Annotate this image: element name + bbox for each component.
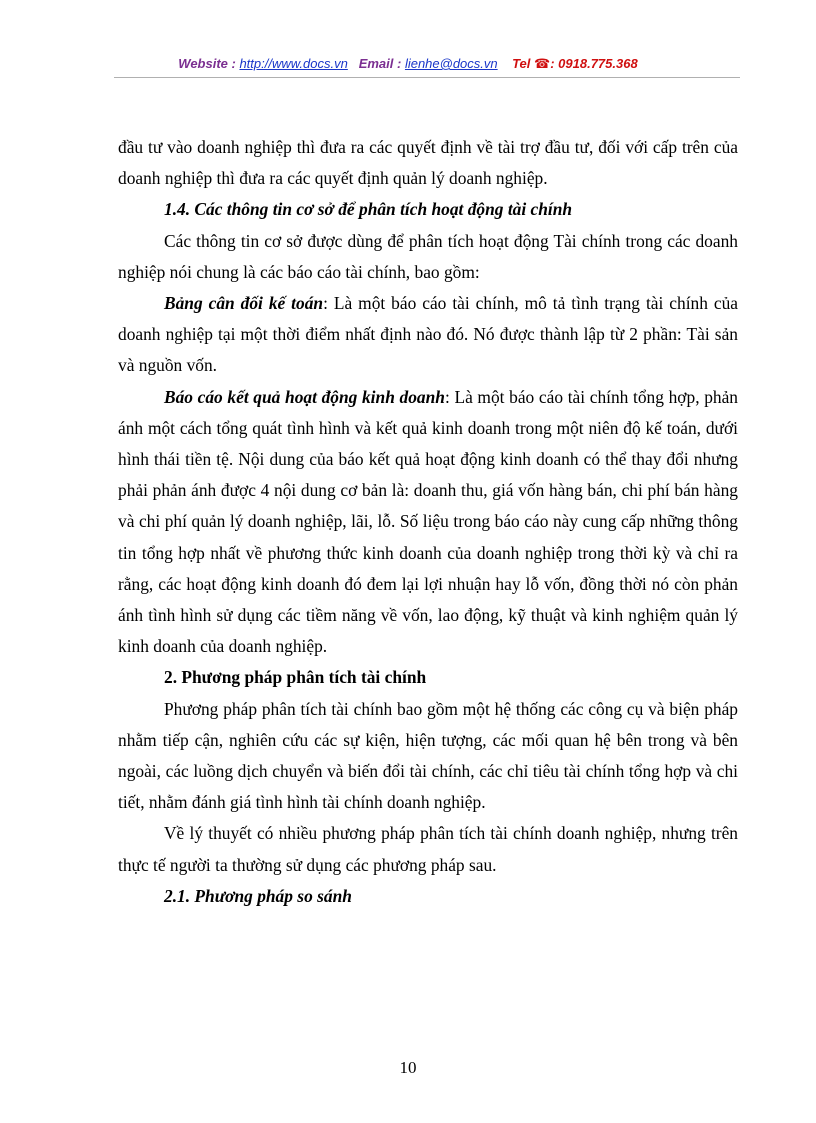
page-number: 10 xyxy=(399,1058,417,1077)
term-income-statement: Báo cáo kết quả hoạt động kinh doanh xyxy=(164,386,445,407)
website-label: Website xyxy=(178,56,228,71)
separator: : xyxy=(393,56,405,71)
paragraph-balance-sheet xyxy=(118,288,738,382)
section-heading-2: 2. Phương pháp phân tích tài chính xyxy=(164,667,427,688)
phone-icon: ☎ xyxy=(534,56,551,71)
section-heading-1-4: 1.4. Các thông tin cơ sở để phân tích hoạt động tài chính xyxy=(164,199,573,220)
paragraph: Phương pháp phân tích tài chính bao gồm một hệ thống các công cụ và biện pháp nhằm tiếp cận, nghiên cứu các sự kiện, hiện tượng, các mối quan hệ bên trong và bên ngoài, các luồng dịch chuyển và biến đổi tài chính, các chỉ tiêu tài chính tổng hợp và chi tiết, nhằm đánh giá tình hình tài chính doanh nghiệp. xyxy=(118,698,738,813)
term-balance-sheet: Bảng cân đối kế toán xyxy=(164,293,324,314)
paragraph: Về lý thuyết có nhiều phương pháp phân tích tài chính doanh nghiệp, nhưng trên thực tế người ta thường sử dụng các phương pháp sau. xyxy=(118,823,738,875)
paragraph-income-statement xyxy=(118,382,738,663)
separator: : xyxy=(227,56,240,71)
term-description: : Là một báo cáo tài chính tổng hợp, phản ánh một cách tổng quát tình hình và kết quả kinh doanh trong một niên độ kế toán, dưới hình thái tiền tệ. Nội dung của báo kết quả hoạt động kinh doanh có thể thay đổi nhưng phải phản ánh được 4 nội dung cơ bản là: doanh thu, giá vốn hàng bán, chi phí bán hàng và chi phí quản lý doanh nghiệp, lãi, lỗ. Số liệu trong báo cáo này cung cấp những thông tin tổng hợp nhất về phương thức kinh doanh của doanh nghiệp trong thời kỳ và chỉ ra rằng, các hoạt động kinh doanh đó đem lại lợi nhuận hay lỗ vốn, đồng thời nó còn phản ánh tình hình sử dụng các tiềm năng về vốn, lao động, kỹ thuật và kinh nghiệm quản lý kinh doanh của doanh nghiệp. xyxy=(118,386,738,657)
paragraph: Các thông tin cơ sở được dùng để phân tích hoạt động Tài chính trong các doanh nghiệp nói chung là các báo cáo tài chính, bao gồm: xyxy=(118,230,738,282)
tel-label: Tel xyxy=(512,56,531,71)
email-link[interactable]: lienhe@docs.vn xyxy=(404,56,498,71)
paragraph: đầu tư vào doanh nghiệp thì đưa ra các quyết định về tài trợ đầu tư, đối với cấp trên của doanh nghiệp thì đưa ra các quyết định quản lý doanh nghiệp. xyxy=(118,137,738,189)
page-header xyxy=(0,56,816,72)
section-heading-2-1: 2.1. Phương pháp so sánh xyxy=(164,885,352,906)
term-description: : Là một báo cáo tài chính, mô tả tình trạng tài chính của doanh nghiệp tại một thời điểm nhất định nào đó. Nó được thành lập từ 2 phần: Tài sản và nguồn vốn. xyxy=(118,293,738,376)
phone-number: : 0918.775.368 xyxy=(550,56,638,71)
header-divider xyxy=(114,77,740,78)
email-label: Email xyxy=(358,56,394,71)
document-body xyxy=(118,132,738,912)
website-link[interactable]: http://www.docs.vn xyxy=(239,56,348,71)
